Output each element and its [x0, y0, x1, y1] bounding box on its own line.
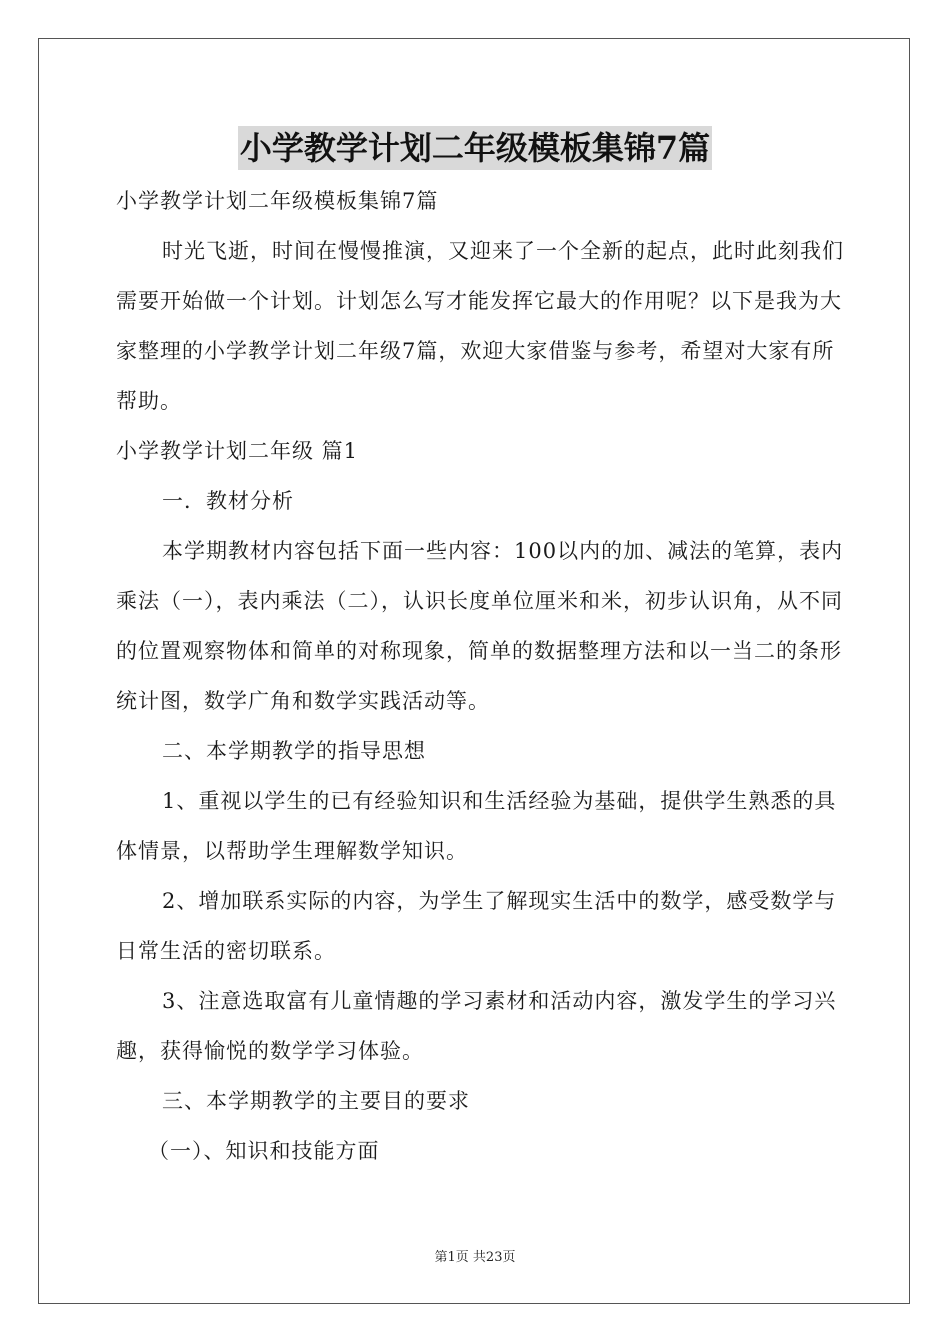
heading-materials: 一．教材分析	[162, 489, 294, 513]
document-title: 小学教学计划二年级模板集锦7篇	[238, 126, 712, 170]
document-subtitle: 小学教学计划二年级模板集锦7篇	[116, 189, 439, 213]
paragraph-guiding-1: 1、重视以学生的已有经验知识和生活经验为基础，提供学生熟悉的具体情景，以帮助学生理解数学知识。	[116, 789, 837, 863]
title-container	[0, 126, 950, 170]
heading-goals-sub: （一）、知识和技能方面	[148, 1139, 380, 1163]
paragraph-guiding-2: 2、增加联系实际的内容，为学生了解现实生活中的数学，感受数学与日常生活的密切联系。	[116, 889, 837, 963]
page-footer: 第1页 共23页	[434, 1250, 516, 1265]
section-heading: 小学教学计划二年级 篇1	[116, 439, 359, 463]
paragraph-materials: 本学期教材内容包括下面一些内容：100以内的加、减法的笔算，表内乘法（一），表内乘法（二），认识长度单位厘米和米，初步认识角，从不同的位置观察物体和简单的对称现象，简单的数据整理方法和以一当二的条形统计图，数学广角和数学实践活动等。	[116, 539, 844, 713]
document-body	[116, 176, 846, 1176]
paragraph-guiding-3: 3、注意选取富有儿童情趣的学习素材和活动内容，激发学生的学习兴趣，获得愉悦的数学学习体验。	[116, 989, 837, 1063]
heading-goals: 三、本学期教学的主要目的要求	[162, 1089, 470, 1113]
intro-paragraph: 时光飞逝，时间在慢慢推演，又迎来了一个全新的起点，此时此刻我们需要开始做一个计划。计划怎么写才能发挥它最大的作用呢？以下是我为大家整理的小学教学计划二年级7篇，欢迎大家借鉴与参考，希望对大家有所帮助。	[116, 239, 844, 413]
heading-guiding: 二、本学期教学的指导思想	[162, 739, 426, 763]
